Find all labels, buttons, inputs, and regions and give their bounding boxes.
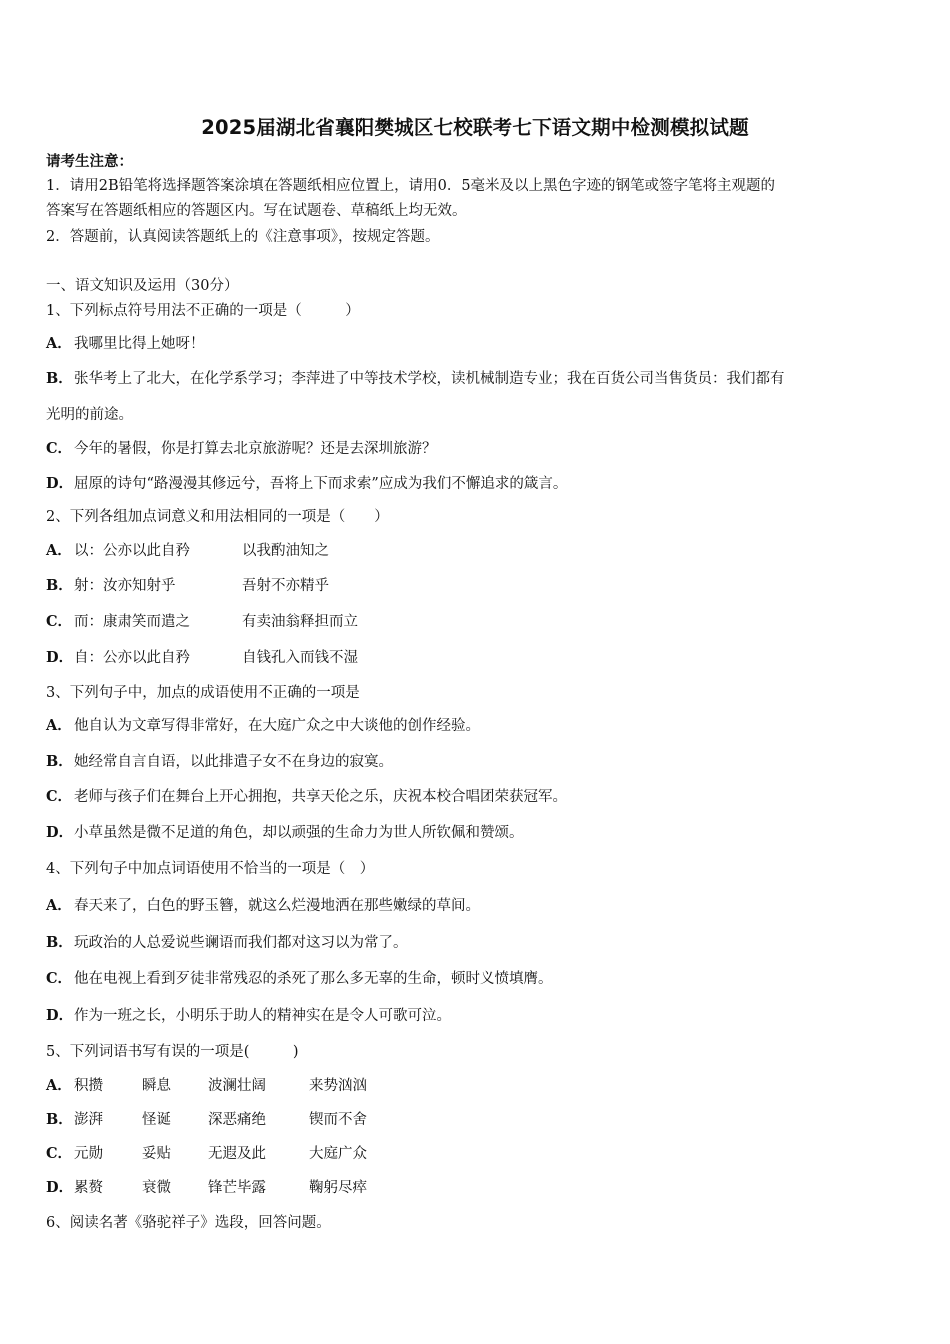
option-word: 累赘 bbox=[74, 1180, 103, 1196]
option-line bbox=[46, 1144, 367, 1164]
option-text: 他在电视上看到歹徒非常残忍的杀死了那么多无辜的生命，顿时义愤填膺。 bbox=[74, 971, 553, 987]
option-text: 自钱孔入而钱不湿 bbox=[242, 650, 358, 666]
option-letter: B． bbox=[46, 753, 73, 770]
option-letter: B． bbox=[46, 577, 73, 594]
option-letter: C． bbox=[46, 1145, 73, 1162]
option-letter: A． bbox=[46, 717, 72, 734]
notice-line: 1．请用2B铅笔将选择题答案涂填在答题纸相应位置上，请用0．5毫米及以上黑色字迹的钢笔或签字笔将主观题的 bbox=[46, 178, 776, 194]
option-word: 鞠躬尽瘁 bbox=[309, 1180, 367, 1196]
option-line bbox=[46, 1110, 367, 1130]
option-word: 深恶痛绝 bbox=[208, 1112, 266, 1128]
option-letter: C． bbox=[46, 788, 73, 805]
option-letter: A． bbox=[46, 897, 72, 914]
option-letter: D． bbox=[46, 1179, 74, 1196]
option-word: 波澜壮阔 bbox=[208, 1078, 266, 1094]
notice-heading: 请考生注意： bbox=[46, 153, 133, 170]
option-text: 作为一班之长，小明乐于助人的精神实在是令人可歌可泣。 bbox=[74, 1008, 451, 1024]
option-text: 玩政治的人总爱说些谰语而我们都对这习以为常了。 bbox=[74, 935, 408, 951]
option-word: 锋芒毕露 bbox=[208, 1180, 266, 1196]
option-line bbox=[46, 787, 567, 807]
option-letter: D． bbox=[46, 475, 74, 492]
option-text: 小草虽然是微不足道的角色，却以顽强的生命力为世人所钦佩和赞颂。 bbox=[74, 825, 524, 841]
option-line bbox=[46, 1006, 451, 1026]
option-line bbox=[46, 612, 358, 632]
question-stem: 2、下列各组加点词意义和用法相同的一项是（ ） bbox=[46, 509, 389, 525]
option-word: 瞬息 bbox=[142, 1078, 171, 1094]
option-letter: A． bbox=[46, 542, 72, 559]
option-text: 老师与孩子们在舞台上开心拥抱，共享天伦之乐，庆祝本校合唱团荣获冠军。 bbox=[74, 789, 567, 805]
option-line bbox=[46, 1076, 367, 1096]
option-text: 以：公亦以此自矜 bbox=[74, 543, 190, 559]
option-word: 锲而不舍 bbox=[309, 1112, 367, 1128]
option-word: 元勋 bbox=[74, 1146, 103, 1162]
section-heading: 一、语文知识及运用（30分） bbox=[46, 278, 239, 294]
option-word: 怪诞 bbox=[142, 1112, 171, 1128]
option-text: 而：康肃笑而遣之 bbox=[74, 614, 190, 630]
option-line bbox=[46, 541, 329, 561]
option-line bbox=[46, 576, 329, 596]
option-letter: B． bbox=[46, 370, 73, 387]
option-line bbox=[46, 334, 205, 354]
option-text: 张华考上了北大，在化学系学习；李萍进了中等技术学校，读机械制造专业；我在百货公司当售货员：我们都有 bbox=[74, 371, 785, 387]
question-stem: 6、阅读名著《骆驼祥子》选段，回答问题。 bbox=[46, 1215, 331, 1231]
option-line bbox=[46, 1178, 367, 1198]
question-stem: 4、下列句子中加点词语使用不恰当的一项是（ ） bbox=[46, 861, 375, 877]
option-letter: D． bbox=[46, 1007, 74, 1024]
option-line bbox=[46, 439, 437, 459]
option-letter: D． bbox=[46, 824, 74, 841]
option-line bbox=[46, 648, 358, 668]
option-letter: B． bbox=[46, 934, 73, 951]
notice-line: 答案写在答题纸相应的答题区内。写在试题卷、草稿纸上均无效。 bbox=[46, 203, 467, 219]
option-word: 积攒 bbox=[74, 1078, 103, 1094]
option-letter: C． bbox=[46, 970, 73, 987]
option-text: 她经常自言自语，以此排遣子女不在身边的寂寞。 bbox=[74, 754, 393, 770]
question-stem: 5、下列词语书写有误的一项是( ) bbox=[46, 1044, 299, 1060]
option-line bbox=[46, 474, 567, 494]
option-word: 衰微 bbox=[142, 1180, 171, 1196]
question-stem: 1、下列标点符号用法不正确的一项是（ ） bbox=[46, 303, 360, 319]
option-line bbox=[46, 896, 480, 916]
option-text: 他自认为文章写得非常好，在大庭广众之中大谈他的创作经验。 bbox=[74, 718, 480, 734]
option-line bbox=[46, 933, 408, 953]
option-letter: D． bbox=[46, 649, 74, 666]
option-text: 吾射不亦精乎 bbox=[242, 578, 329, 594]
option-line bbox=[46, 752, 393, 772]
option-word: 妥贴 bbox=[142, 1146, 171, 1162]
option-text: 以我酌油知之 bbox=[242, 543, 329, 559]
page-title: 2025届湖北省襄阳樊城区七校联考七下语文期中检测模拟试题 bbox=[201, 116, 749, 139]
notice-line: 2．答题前，认真阅读答题纸上的《注意事项》，按规定答题。 bbox=[46, 229, 440, 245]
option-line bbox=[46, 369, 785, 389]
option-text: 春天来了，白色的野玉簪，就这么烂漫地洒在那些嫩绿的草间。 bbox=[74, 898, 480, 914]
option-text: 射：汝亦知射乎 bbox=[74, 578, 176, 594]
option-letter: B． bbox=[46, 1111, 73, 1128]
question-stem: 3、下列句子中，加点的成语使用不正确的一项是 bbox=[46, 685, 360, 701]
option-text: 今年的暑假，你是打算去北京旅游呢？还是去深圳旅游？ bbox=[74, 441, 437, 457]
option-line bbox=[46, 823, 524, 843]
option-word: 澎湃 bbox=[74, 1112, 103, 1128]
option-letter: C． bbox=[46, 440, 73, 457]
option-text: 有卖油翁释担而立 bbox=[242, 614, 358, 630]
option-word: 大庭广众 bbox=[309, 1146, 367, 1162]
option-letter: C． bbox=[46, 613, 73, 630]
option-continuation: 光明的前途。 bbox=[46, 407, 133, 423]
option-letter: A． bbox=[46, 1077, 72, 1094]
option-text: 我哪里比得上她呀！ bbox=[74, 336, 205, 352]
option-line bbox=[46, 969, 553, 989]
option-word: 来势汹汹 bbox=[309, 1078, 367, 1094]
option-word: 无遐及此 bbox=[208, 1146, 266, 1162]
option-text: 自：公亦以此自矜 bbox=[74, 650, 190, 666]
option-line bbox=[46, 716, 480, 736]
option-letter: A． bbox=[46, 335, 72, 352]
option-text: 屈原的诗句“路漫漫其修远兮，吾将上下而求索”应成为我们不懈追求的箴言。 bbox=[74, 476, 568, 492]
